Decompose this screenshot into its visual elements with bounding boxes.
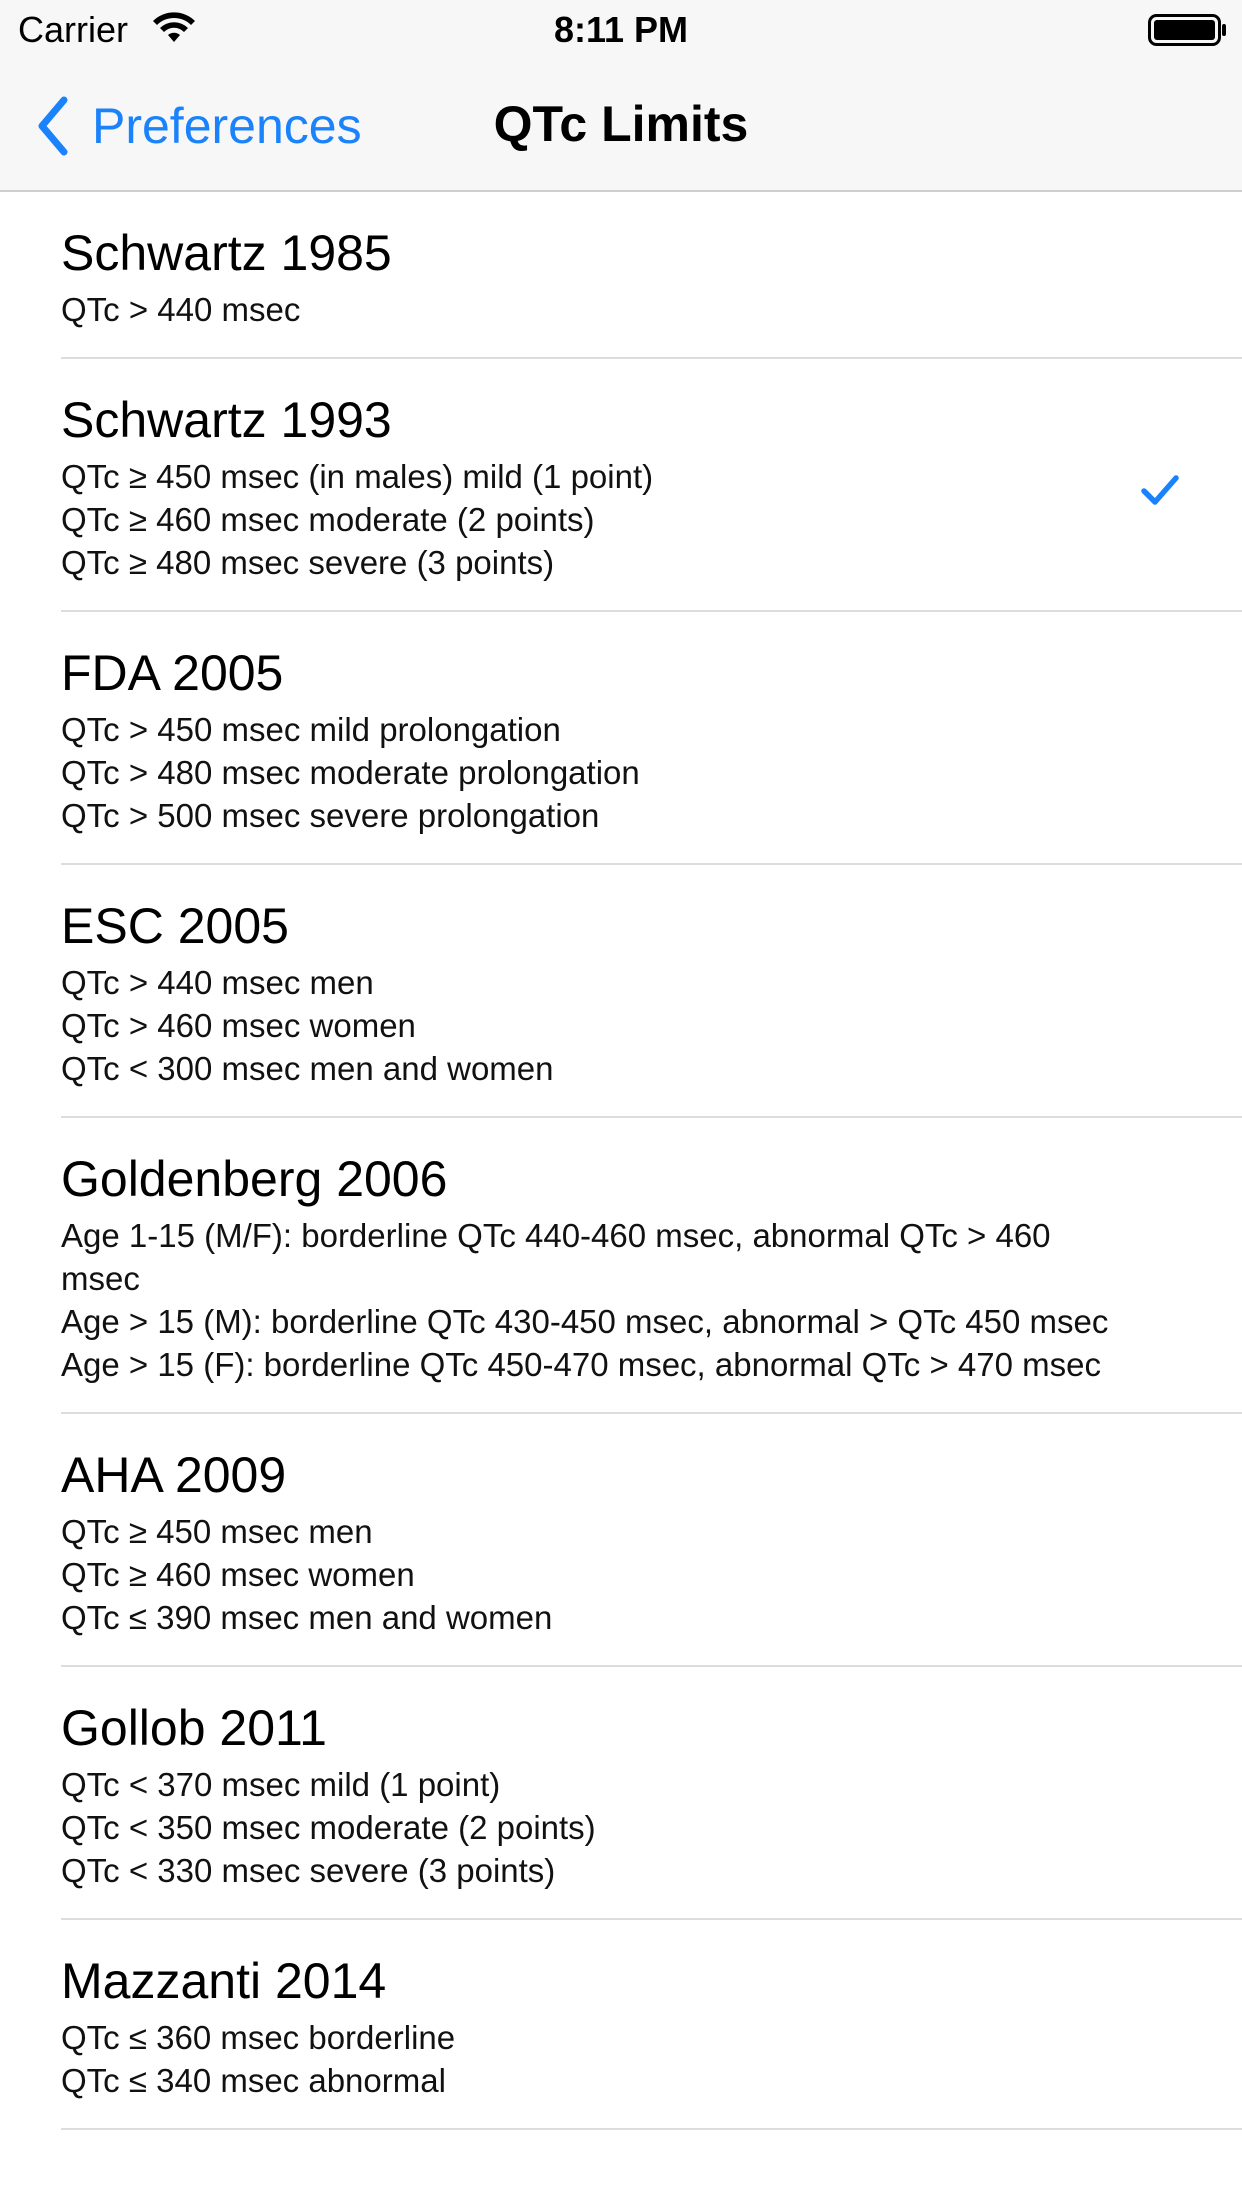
list-item-description: QTc > 440 msec men QTc > 460 msec women QTc < 300 msec men and women <box>61 964 554 1087</box>
list-item-title: Schwartz 1993 <box>61 392 392 448</box>
list-item-mazzanti-2014[interactable] <box>0 1920 1242 2130</box>
list-item-title: Schwartz 1985 <box>61 225 392 281</box>
list-item-description: QTc > 440 msec <box>61 291 301 328</box>
list-item-esc-2005[interactable] <box>0 865 1242 1118</box>
list-item-title: Goldenberg 2006 <box>61 1151 448 1207</box>
list-item-description: QTc > 450 msec mild prolongation QTc > 480 msec moderate prolongation QTc > 500 msec severe prolongation <box>61 711 640 834</box>
list-item-description: QTc < 370 msec mild (1 point) QTc < 350 msec moderate (2 points) QTc < 330 msec severe (3 points) <box>61 1766 596 1889</box>
qtc-limits-list <box>0 192 1242 2130</box>
list-item-gollob-2011[interactable] <box>0 1667 1242 1920</box>
clock: 8:11 PM <box>553 9 689 50</box>
checkmark-icon <box>1140 473 1180 507</box>
list-item-goldenberg-2006[interactable] <box>0 1118 1242 1414</box>
list-item-schwartz-1993[interactable] <box>0 359 1242 612</box>
page-title: QTc Limits <box>493 96 749 152</box>
list-item-description: QTc ≤ 360 msec borderline QTc ≤ 340 msec abnormal <box>61 2019 456 2099</box>
header <box>0 0 1242 192</box>
carrier-label: Carrier <box>18 9 129 50</box>
list-item-fda-2005[interactable] <box>0 612 1242 865</box>
list-item-title: ESC 2005 <box>61 898 289 954</box>
list-item-title: AHA 2009 <box>61 1447 287 1503</box>
status-bar <box>0 0 1242 60</box>
battery-icon <box>1148 13 1228 47</box>
list-item-aha-2009[interactable] <box>0 1414 1242 1667</box>
list-item-schwartz-1985[interactable] <box>0 192 1242 359</box>
back-button-label: Preferences <box>92 98 362 154</box>
list-item-title: FDA 2005 <box>61 645 284 701</box>
list-item-description: QTc ≥ 450 msec men QTc ≥ 460 msec women QTc ≤ 390 msec men and women <box>61 1513 553 1636</box>
list-item-title: Gollob 2011 <box>61 1700 327 1756</box>
list-item-description: QTc ≥ 450 msec (in males) mild (1 point) QTc ≥ 460 msec moderate (2 points) QTc ≥ 480 msec severe (3 points) <box>61 458 654 581</box>
navigation-bar <box>0 60 1242 192</box>
list-item-title: Mazzanti 2014 <box>61 1953 387 2009</box>
list-item-description: Age 1-15 (M/F): borderline QTc 440-460 msec, abnormal QTc > 460 msec Age > 15 (M): borderline QTc 430-450 msec, abnormal > QTc 450 msec Age > 15 (F): borderline QTc 450-470 msec, abnormal QTc > 470 msec <box>61 1217 1109 1383</box>
